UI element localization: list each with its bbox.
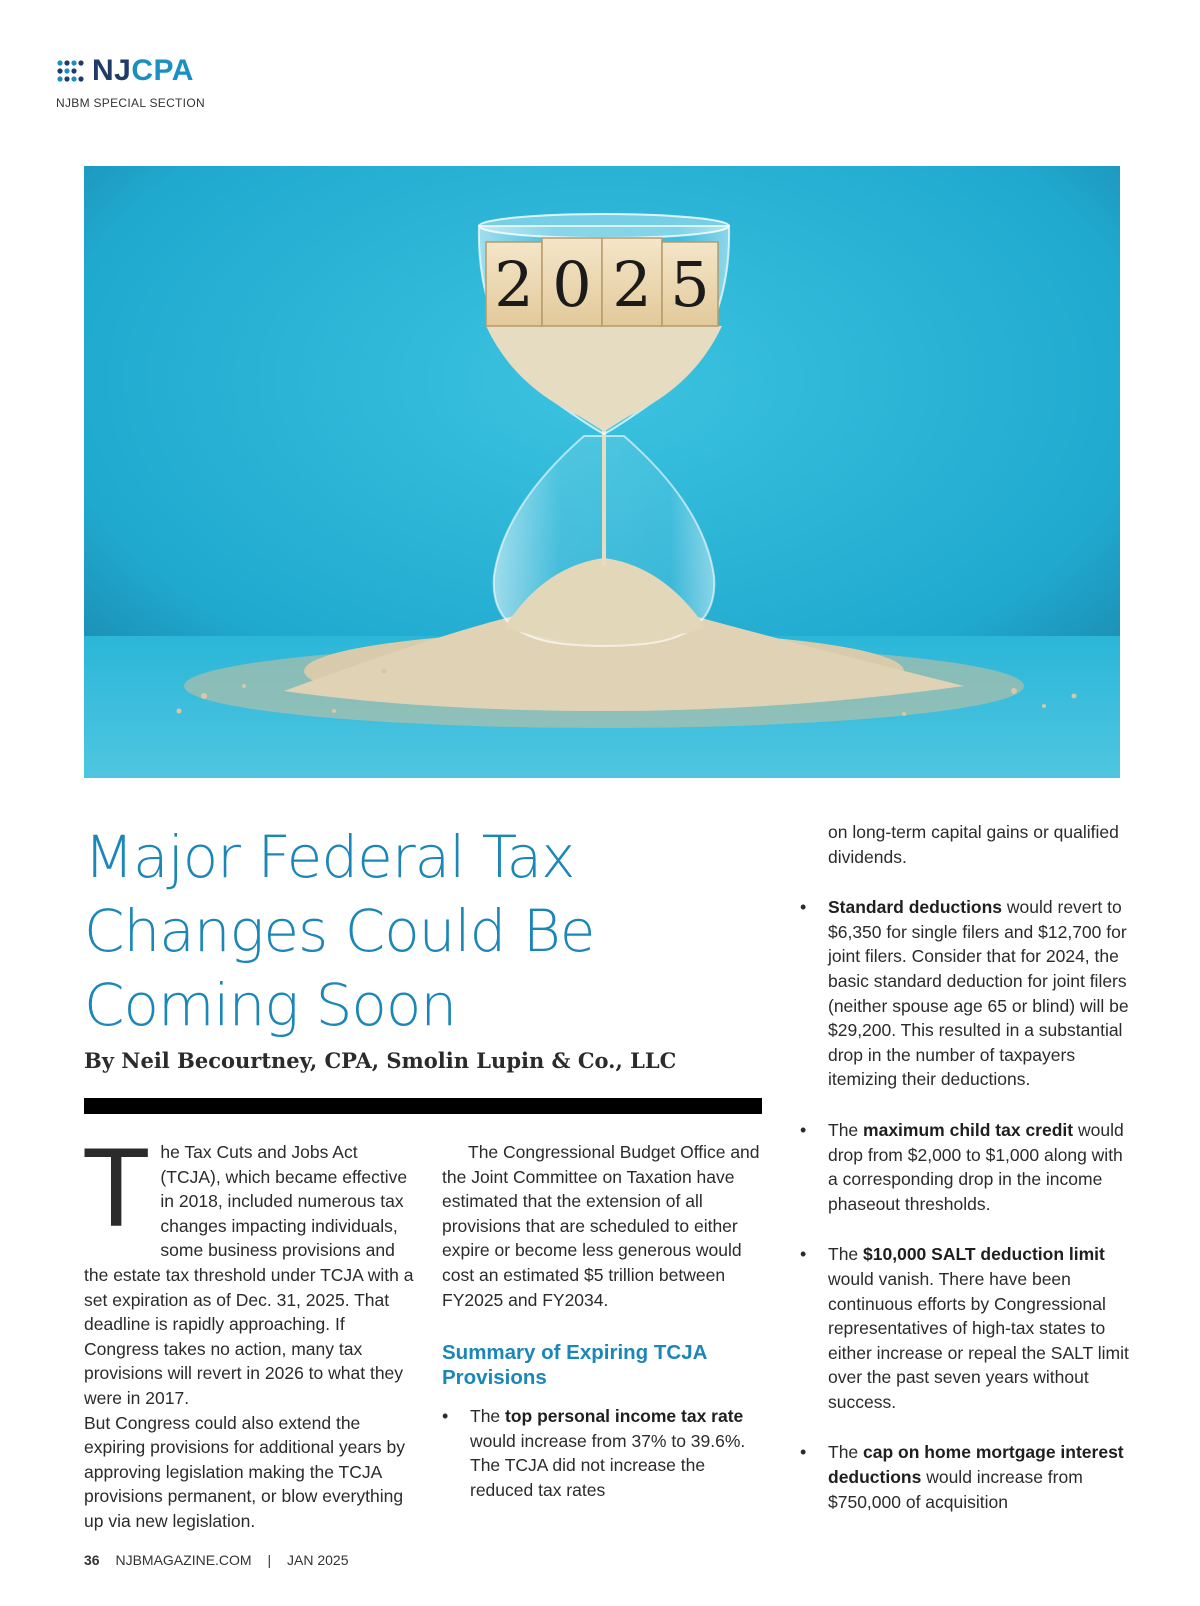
drop-cap: T — [82, 1125, 151, 1250]
list-item: • The $10,000 SALT deduction limit would vanish. There have been continuous efforts by Congressional representatives of high-tax states to either increase or repeal the SALT limit over the past seven years without success. — [800, 1242, 1130, 1414]
article-column-2 — [442, 1140, 762, 1503]
list-item: • The top personal income tax rate would increase from 37% to 39.6%. The TCJA did not increase the reduced tax rates — [442, 1404, 762, 1502]
bullet-highlight: maximum child tax credit — [863, 1119, 1074, 1140]
list-item: • Standard deductions would revert to $6,350 for single filers and $12,700 for joint filers. Consider that for 2024, the basic standard deduction for joint filers (neither spouse age 65 or blind) will be $29,200. This resulted in a substantial drop in the number of taxpayers itemizing their deductions. — [800, 895, 1130, 1092]
bullet-continuation: on long-term capital gains or qualified dividends. — [828, 822, 1119, 867]
intro-paragraph-2: But Congress could also extend the expiring provisions for additional years by approving legislation making the TCJA provisions permanent, or blow everything up via new legislation. — [84, 1412, 405, 1531]
block-digit-3: 2 — [612, 248, 652, 321]
bullet-highlight: Standard deductions — [828, 897, 1003, 918]
budget-paragraph: The Congressional Budget Office and the Joint Committee on Taxation have estimated that the extension of all provisions that are scheduled to either expire or become less generous would cost an estimated $5 trillion between FY2025 and FY2034. — [442, 1142, 760, 1310]
article-column-1 — [82, 1125, 414, 1534]
hero-image — [84, 166, 1120, 778]
section-label: NJBM SPECIAL SECTION — [56, 96, 205, 110]
provision-list-continued — [800, 895, 1130, 1514]
page-title: Major Federal Tax Changes Could Be Coming Soon — [84, 823, 595, 1039]
page-footer — [84, 1552, 349, 1568]
logo-nj-text: NJ — [92, 54, 132, 87]
dots-logo-icon — [56, 59, 84, 83]
provision-list — [442, 1404, 762, 1502]
hourglass-icon — [84, 166, 1120, 778]
bullet-highlight: $10,000 SALT deduction limit — [863, 1244, 1105, 1265]
footer-separator: | — [267, 1552, 272, 1568]
logo-cpa-text: CPA — [131, 54, 194, 87]
masthead — [56, 56, 205, 110]
njcpa-logo[interactable] — [56, 56, 205, 86]
byline: By Neil Becourtney, CPA, Smolin Lupin & Co., LLC — [84, 1048, 677, 1073]
block-digit-4: 5 — [670, 248, 710, 321]
divider-bar — [84, 1098, 762, 1114]
site-link[interactable]: NJBMAGAZINE.COM — [115, 1552, 252, 1568]
page-number: 36 — [84, 1552, 100, 1568]
bullet-highlight: cap on home mortgage interest deductions — [828, 1442, 1124, 1488]
section-subhead: Summary of Expiring TCJA Provisions — [442, 1341, 707, 1390]
article-column-3 — [800, 820, 1130, 1514]
block-digit-2: 0 — [552, 248, 592, 321]
block-digit-1: 2 — [494, 248, 534, 321]
list-item: • The cap on home mortgage interest deductions would increase from $750,000 of acquisition — [800, 1440, 1130, 1514]
bullet-highlight: top personal income tax rate — [505, 1406, 744, 1427]
list-item: • The maximum child tax credit would drop from $2,000 to $1,000 along with a corresponding drop in the income phaseout thresholds. — [800, 1118, 1130, 1216]
intro-text: he Tax Cuts and Jobs Act (TCJA), which became effective in 2018, included numerous tax changes impacting individuals, some business provisions and the estate tax threshold under TCJA with a set expiration as of Dec. 31, 2025. That deadline is rapidly approaching. If Congress takes no action, many tax provisions will revert in 2026 to what they were in 2017. — [84, 1142, 414, 1408]
issue-date: JAN 2025 — [287, 1552, 349, 1568]
intro-paragraph — [82, 1125, 414, 1411]
